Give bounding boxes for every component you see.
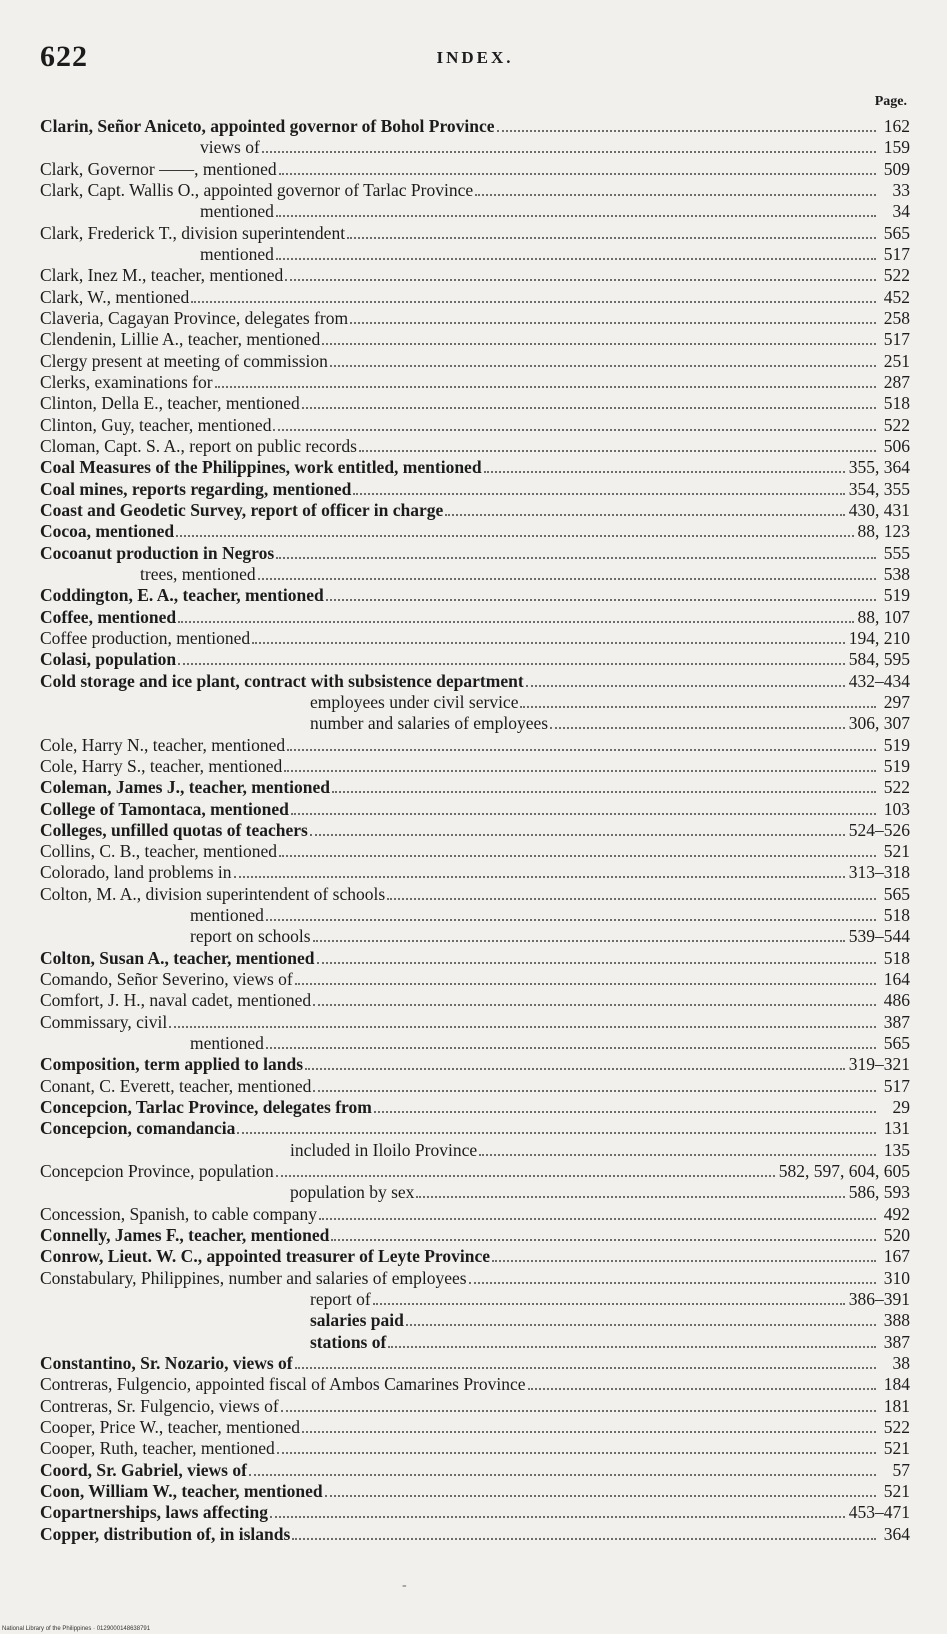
index-entry — [40, 756, 910, 777]
index-entry — [40, 457, 910, 478]
entry-page: 586, 593 — [848, 1182, 910, 1203]
dot-leader — [237, 1132, 876, 1134]
entry-page: 453–471 — [848, 1502, 910, 1523]
entry-text: Composition, term applied to lands — [40, 1054, 304, 1075]
index-entry — [40, 1118, 910, 1139]
index-entry — [40, 159, 910, 180]
entry-page: 518 — [883, 393, 910, 414]
entry-text: salaries paid — [310, 1310, 404, 1331]
index-entry — [40, 841, 910, 862]
entry-page: 162 — [883, 116, 910, 136]
index-entry — [40, 1268, 910, 1289]
entry-page: 565 — [883, 222, 910, 243]
entry-text: Clerks, examinations for — [40, 371, 213, 392]
entry-page: 131 — [883, 1118, 910, 1139]
entry-text: Colton, M. A., division superintendent of schools — [40, 883, 386, 904]
index-entry — [40, 1417, 910, 1438]
entry-page: 452 — [883, 286, 910, 307]
dot-leader — [331, 1239, 876, 1241]
entry-page: 194, 210 — [848, 627, 910, 648]
index-entry — [40, 1396, 910, 1417]
dot-leader — [313, 1090, 876, 1092]
index-entry — [40, 671, 910, 692]
index-entry — [40, 244, 910, 265]
entry-page: 355, 364 — [848, 457, 910, 478]
footer-note: National Library of the Philippines · 0129000148638791 — [2, 1626, 151, 1632]
entry-page: 519 — [883, 585, 910, 606]
dot-leader — [176, 535, 853, 537]
dot-leader — [276, 557, 876, 559]
entry-text: Concepcion, comandancia — [40, 1118, 236, 1139]
entry-text: Cocoa, mentioned — [40, 521, 175, 542]
entry-text: Coal mines, reports regarding, mentioned — [40, 478, 352, 499]
index-entry — [40, 1182, 910, 1203]
dot-leader — [302, 407, 876, 409]
index-entry — [40, 1502, 910, 1523]
dot-leader — [445, 514, 845, 516]
entry-page: 521 — [883, 841, 910, 862]
entry-page: 517 — [883, 243, 910, 264]
dot-leader — [178, 621, 853, 623]
dot-leader — [302, 1431, 876, 1433]
index-entry — [40, 1161, 910, 1182]
entry-page: 387 — [883, 1331, 910, 1352]
dot-leader — [295, 983, 876, 985]
entry-text: Concepcion Province, population — [40, 1161, 274, 1182]
entry-page: 306, 307 — [848, 713, 910, 734]
index-entry — [40, 862, 910, 883]
index-entry — [40, 521, 910, 542]
dot-leader — [520, 706, 876, 708]
entry-text: Commissary, civil — [40, 1011, 168, 1032]
entry-text: Comfort, J. H., naval cadet, mentioned — [40, 990, 312, 1011]
index-entry — [40, 223, 910, 244]
dot-leader — [497, 130, 876, 132]
dot-leader — [305, 1068, 845, 1070]
page-column-label: Page. — [874, 94, 907, 109]
dot-leader — [526, 685, 845, 687]
entry-text: Claveria, Cagayan Province, delegates from — [40, 307, 349, 328]
dot-leader — [279, 173, 876, 175]
dot-leader — [292, 1538, 876, 1540]
dot-leader — [279, 855, 876, 857]
index-entry — [40, 500, 910, 521]
index-entry — [40, 628, 910, 649]
entry-text: Conrow, Lieut. W. C., appointed treasurer of Leyte Province — [40, 1246, 490, 1267]
index-entry — [40, 393, 910, 414]
dot-leader — [258, 578, 876, 580]
index-entry — [40, 116, 910, 137]
entry-page: 521 — [883, 1481, 910, 1501]
entry-page: 135 — [883, 1139, 910, 1160]
running-title: INDEX. — [436, 48, 514, 67]
entry-page: 34 — [892, 201, 910, 222]
entry-text: Colasi, population — [40, 649, 177, 670]
entry-text: Cole, Harry N., teacher, mentioned — [40, 734, 286, 755]
entry-text: Clark, W., mentioned — [40, 286, 190, 307]
dot-leader — [169, 1026, 876, 1028]
entry-text: Clarin, Señor Aniceto, appointed governor of Bohol Province — [40, 116, 495, 136]
entry-page: 184 — [883, 1374, 910, 1395]
index-entry — [40, 1225, 910, 1246]
dot-leader — [262, 151, 876, 153]
entry-page: 310 — [883, 1267, 910, 1288]
entry-text: Clergy present at meeting of commission — [40, 350, 328, 371]
entry-page: 521 — [883, 1438, 910, 1459]
entry-page: 167 — [883, 1246, 910, 1267]
entry-text: Copartnerships, laws affecting — [40, 1502, 268, 1523]
entry-page: 506 — [883, 435, 910, 456]
entry-text: Clinton, Della E., teacher, mentioned — [40, 393, 300, 414]
dot-leader — [388, 1346, 876, 1348]
entry-text: Coon, William W., teacher, mentioned — [40, 1481, 323, 1501]
dot-leader — [191, 301, 876, 303]
dot-leader — [276, 215, 876, 217]
index-entry — [40, 287, 910, 308]
entry-text: Cooper, Ruth, teacher, mentioned — [40, 1438, 275, 1459]
dot-leader — [249, 1474, 876, 1476]
entry-text: Comando, Señor Severino, views of — [40, 969, 293, 990]
index-entry — [40, 948, 910, 969]
entry-page: 520 — [883, 1225, 910, 1246]
entry-text: Clinton, Guy, teacher, mentioned — [40, 414, 272, 435]
entry-text: Colleges, unfilled quotas of teachers — [40, 819, 308, 840]
entry-text: Coffee, mentioned — [40, 606, 177, 627]
index-entry — [40, 1246, 910, 1267]
entry-page: 57 — [892, 1459, 910, 1480]
entry-page: 29 — [892, 1097, 910, 1118]
dot-leader — [266, 1047, 876, 1049]
entry-page: 181 — [883, 1395, 910, 1416]
entry-page: 387 — [883, 1011, 910, 1032]
dot-leader — [310, 834, 845, 836]
index-entry — [40, 585, 910, 606]
dot-leader — [374, 1111, 876, 1113]
entry-page: 159 — [883, 137, 910, 158]
entry-page: 518 — [883, 947, 910, 968]
entry-page: 555 — [883, 542, 910, 563]
entry-text: mentioned — [200, 201, 274, 222]
entry-page: 432–434 — [848, 670, 910, 691]
entry-text: Coast and Geodetic Survey, report of officer in charge — [40, 499, 444, 520]
index-entry — [40, 692, 910, 713]
dot-leader — [326, 599, 876, 601]
entry-page: 297 — [883, 691, 910, 712]
index-entry — [40, 1332, 910, 1353]
index-entry — [40, 1438, 910, 1459]
index-entry — [40, 1524, 910, 1545]
dot-leader — [276, 1175, 775, 1177]
index-entry — [40, 436, 910, 457]
entry-page: 522 — [883, 1417, 910, 1438]
entry-text: views of — [200, 137, 260, 158]
dot-leader — [347, 237, 876, 239]
dot-leader — [266, 919, 876, 921]
entry-page: 519 — [883, 755, 910, 776]
index-entry — [40, 1310, 910, 1331]
index-entry — [40, 543, 910, 564]
index-entry — [40, 926, 910, 947]
entry-page: 519 — [883, 734, 910, 755]
index-entry — [40, 905, 910, 926]
dot-leader — [252, 642, 845, 644]
entry-page: 492 — [883, 1203, 910, 1224]
entry-page: 287 — [883, 371, 910, 392]
index-entry — [40, 265, 910, 286]
entry-text: Cold storage and ice plant, contract with subsistence department — [40, 670, 524, 691]
index-entry — [40, 1140, 910, 1161]
dot-leader — [281, 1410, 876, 1412]
entry-page: 582, 597, 604, 605 — [778, 1161, 910, 1182]
dot-leader — [475, 194, 876, 196]
index-entry — [40, 799, 910, 820]
entry-text: Cole, Harry S., teacher, mentioned — [40, 755, 283, 776]
entry-text: Clark, Capt. Wallis O., appointed governor of Tarlac Province — [40, 179, 474, 200]
entry-text: Coal Measures of the Philippines, work entitled, mentioned — [40, 457, 482, 478]
dot-leader — [387, 898, 876, 900]
entry-page: 522 — [883, 414, 910, 435]
dot-leader — [330, 365, 876, 367]
entry-page: 38 — [892, 1353, 910, 1374]
dot-leader — [313, 940, 845, 942]
page-number: 622 — [40, 40, 88, 73]
entry-text: Collins, C. B., teacher, mentioned — [40, 841, 277, 862]
entry-text: Copper, distribution of, in islands — [40, 1523, 291, 1544]
entry-text: mentioned — [200, 243, 274, 264]
entry-text: Constabulary, Philippines, number and salaries of employees — [40, 1267, 467, 1288]
dot-leader — [215, 386, 876, 388]
dot-leader — [273, 429, 876, 431]
dot-leader — [178, 663, 845, 665]
entry-page: 319–321 — [848, 1054, 910, 1075]
entry-text: Colton, Susan A., teacher, mentioned — [40, 947, 315, 968]
entry-page: 517 — [883, 329, 910, 350]
entry-page: 88, 107 — [857, 606, 910, 627]
index-entry — [40, 990, 910, 1011]
entry-text: College of Tamontaca, mentioned — [40, 798, 289, 819]
entry-text: mentioned — [190, 1033, 264, 1054]
index-entry — [40, 1374, 910, 1395]
entry-text: Coddington, E. A., teacher, mentioned — [40, 585, 324, 606]
entry-page: 538 — [883, 563, 910, 584]
entry-text: report on schools — [190, 926, 311, 947]
dot-leader — [284, 770, 876, 772]
entry-page: 164 — [883, 969, 910, 990]
entry-text: Coleman, James J., teacher, mentioned — [40, 777, 331, 798]
index-entry — [40, 607, 910, 628]
dot-leader — [291, 813, 876, 815]
dot-leader — [332, 791, 876, 793]
index-entry — [40, 1289, 910, 1310]
entry-page: 430, 431 — [848, 499, 910, 520]
index-entry — [40, 564, 910, 585]
entry-page: 522 — [883, 265, 910, 286]
entry-page: 388 — [883, 1310, 910, 1331]
dot-leader — [277, 1452, 876, 1454]
dot-leader — [285, 279, 876, 281]
entry-page: 522 — [883, 777, 910, 798]
dot-leader — [317, 962, 876, 964]
entry-page: 517 — [883, 1075, 910, 1096]
entry-text: Concepcion, Tarlac Province, delegates from — [40, 1097, 372, 1118]
index-entry — [40, 1054, 910, 1075]
entry-page: 584, 595 — [848, 649, 910, 670]
entry-text: Cocoanut production in Negros — [40, 542, 275, 563]
dot-leader — [550, 727, 845, 729]
dot-leader — [479, 1154, 876, 1156]
index-entry — [40, 479, 910, 500]
entry-page: 486 — [883, 990, 910, 1011]
index-entry — [40, 820, 910, 841]
entry-page: 565 — [883, 1033, 910, 1054]
entry-text: Colorado, land problems in — [40, 862, 232, 883]
entry-text: Concession, Spanish, to cable company — [40, 1203, 318, 1224]
index-entry — [40, 1481, 910, 1502]
index-entry — [40, 180, 910, 201]
entry-page: 103 — [883, 798, 910, 819]
index-entry — [40, 137, 910, 158]
index-entry — [40, 351, 910, 372]
index-entry — [40, 1033, 910, 1054]
index-entry — [40, 777, 910, 798]
dot-leader — [319, 1218, 876, 1220]
entry-text: Coord, Sr. Gabriel, views of — [40, 1459, 247, 1480]
dot-leader — [373, 1303, 845, 1305]
dot-leader — [359, 450, 876, 452]
entry-page: 509 — [883, 158, 910, 179]
index-entry — [40, 1353, 910, 1374]
index-entry — [40, 1460, 910, 1481]
dot-leader — [270, 1516, 845, 1518]
dot-leader — [528, 1388, 876, 1390]
dot-leader — [492, 1260, 876, 1262]
entry-text: Clark, Frederick T., division superintendent — [40, 222, 346, 243]
entry-text: Constantino, Sr. Nozario, views of — [40, 1353, 293, 1374]
entry-page: 518 — [883, 905, 910, 926]
entry-page: 386–391 — [848, 1289, 910, 1310]
entry-page: 251 — [883, 350, 910, 371]
index-entry — [40, 1097, 910, 1118]
index-entry — [40, 201, 910, 222]
dot-leader — [322, 343, 876, 345]
dot-leader — [484, 471, 845, 473]
entry-text: Clark, Inez M., teacher, mentioned — [40, 265, 284, 286]
dot-leader — [416, 1196, 844, 1198]
entry-text: Connelly, James F., teacher, mentioned — [40, 1225, 330, 1246]
entry-text: Coffee production, mentioned — [40, 627, 251, 648]
entry-page: 364 — [883, 1523, 910, 1544]
entry-text: Cloman, Capt. S. A., report on public records — [40, 435, 357, 456]
entry-page: 33 — [892, 179, 910, 200]
entry-text: population by sex — [290, 1182, 415, 1203]
index-entries — [40, 116, 910, 1545]
entry-text: trees, mentioned — [140, 563, 256, 584]
dot-leader — [469, 1282, 876, 1284]
entry-text: Clark, Governor ——, mentioned — [40, 158, 277, 179]
entry-page: 258 — [883, 307, 910, 328]
entry-text: Contreras, Fulgencio, appointed fiscal of Ambos Camarines Province — [40, 1374, 526, 1395]
entry-page: 524–526 — [848, 819, 910, 840]
entry-text: Clendenin, Lillie A., teacher, mentioned — [40, 329, 321, 350]
entry-text: report of — [310, 1289, 371, 1310]
entry-page: 354, 355 — [848, 478, 910, 499]
dot-leader — [350, 322, 876, 324]
dot-leader — [313, 1004, 876, 1006]
index-entry — [40, 735, 910, 756]
entry-text: employees under civil service — [310, 691, 519, 712]
dot-leader — [287, 749, 876, 751]
index-entry — [40, 372, 910, 393]
dot-leader — [234, 876, 845, 878]
entry-page: 313–318 — [848, 862, 910, 883]
entry-text: number and salaries of employees — [310, 713, 549, 734]
entry-page: 565 — [883, 883, 910, 904]
index-entry — [40, 1204, 910, 1225]
entry-text: stations of — [310, 1331, 387, 1352]
index-entry — [40, 969, 910, 990]
index-entry — [40, 415, 910, 436]
index-entry — [40, 308, 910, 329]
index-entry — [40, 884, 910, 905]
page-header — [40, 40, 910, 80]
dot-leader — [353, 493, 844, 495]
index-entry — [40, 713, 910, 734]
entry-page: 88, 123 — [857, 521, 910, 542]
index-entry — [40, 329, 910, 350]
dot-leader — [406, 1324, 876, 1326]
entry-text: Cooper, Price W., teacher, mentioned — [40, 1417, 301, 1438]
entry-page: 539–544 — [848, 926, 910, 947]
dot-leader — [295, 1367, 876, 1369]
index-entry — [40, 1012, 910, 1033]
dot-leader — [325, 1495, 876, 1497]
entry-text: included in Iloilo Province — [290, 1139, 478, 1160]
page-mark: - — [402, 1578, 407, 1593]
entry-text: Contreras, Sr. Fulgencio, views of — [40, 1395, 279, 1416]
index-entry — [40, 1076, 910, 1097]
entry-text: Conant, C. Everett, teacher, mentioned — [40, 1075, 312, 1096]
entry-text: mentioned — [190, 905, 264, 926]
index-entry — [40, 649, 910, 670]
dot-leader — [276, 258, 876, 260]
